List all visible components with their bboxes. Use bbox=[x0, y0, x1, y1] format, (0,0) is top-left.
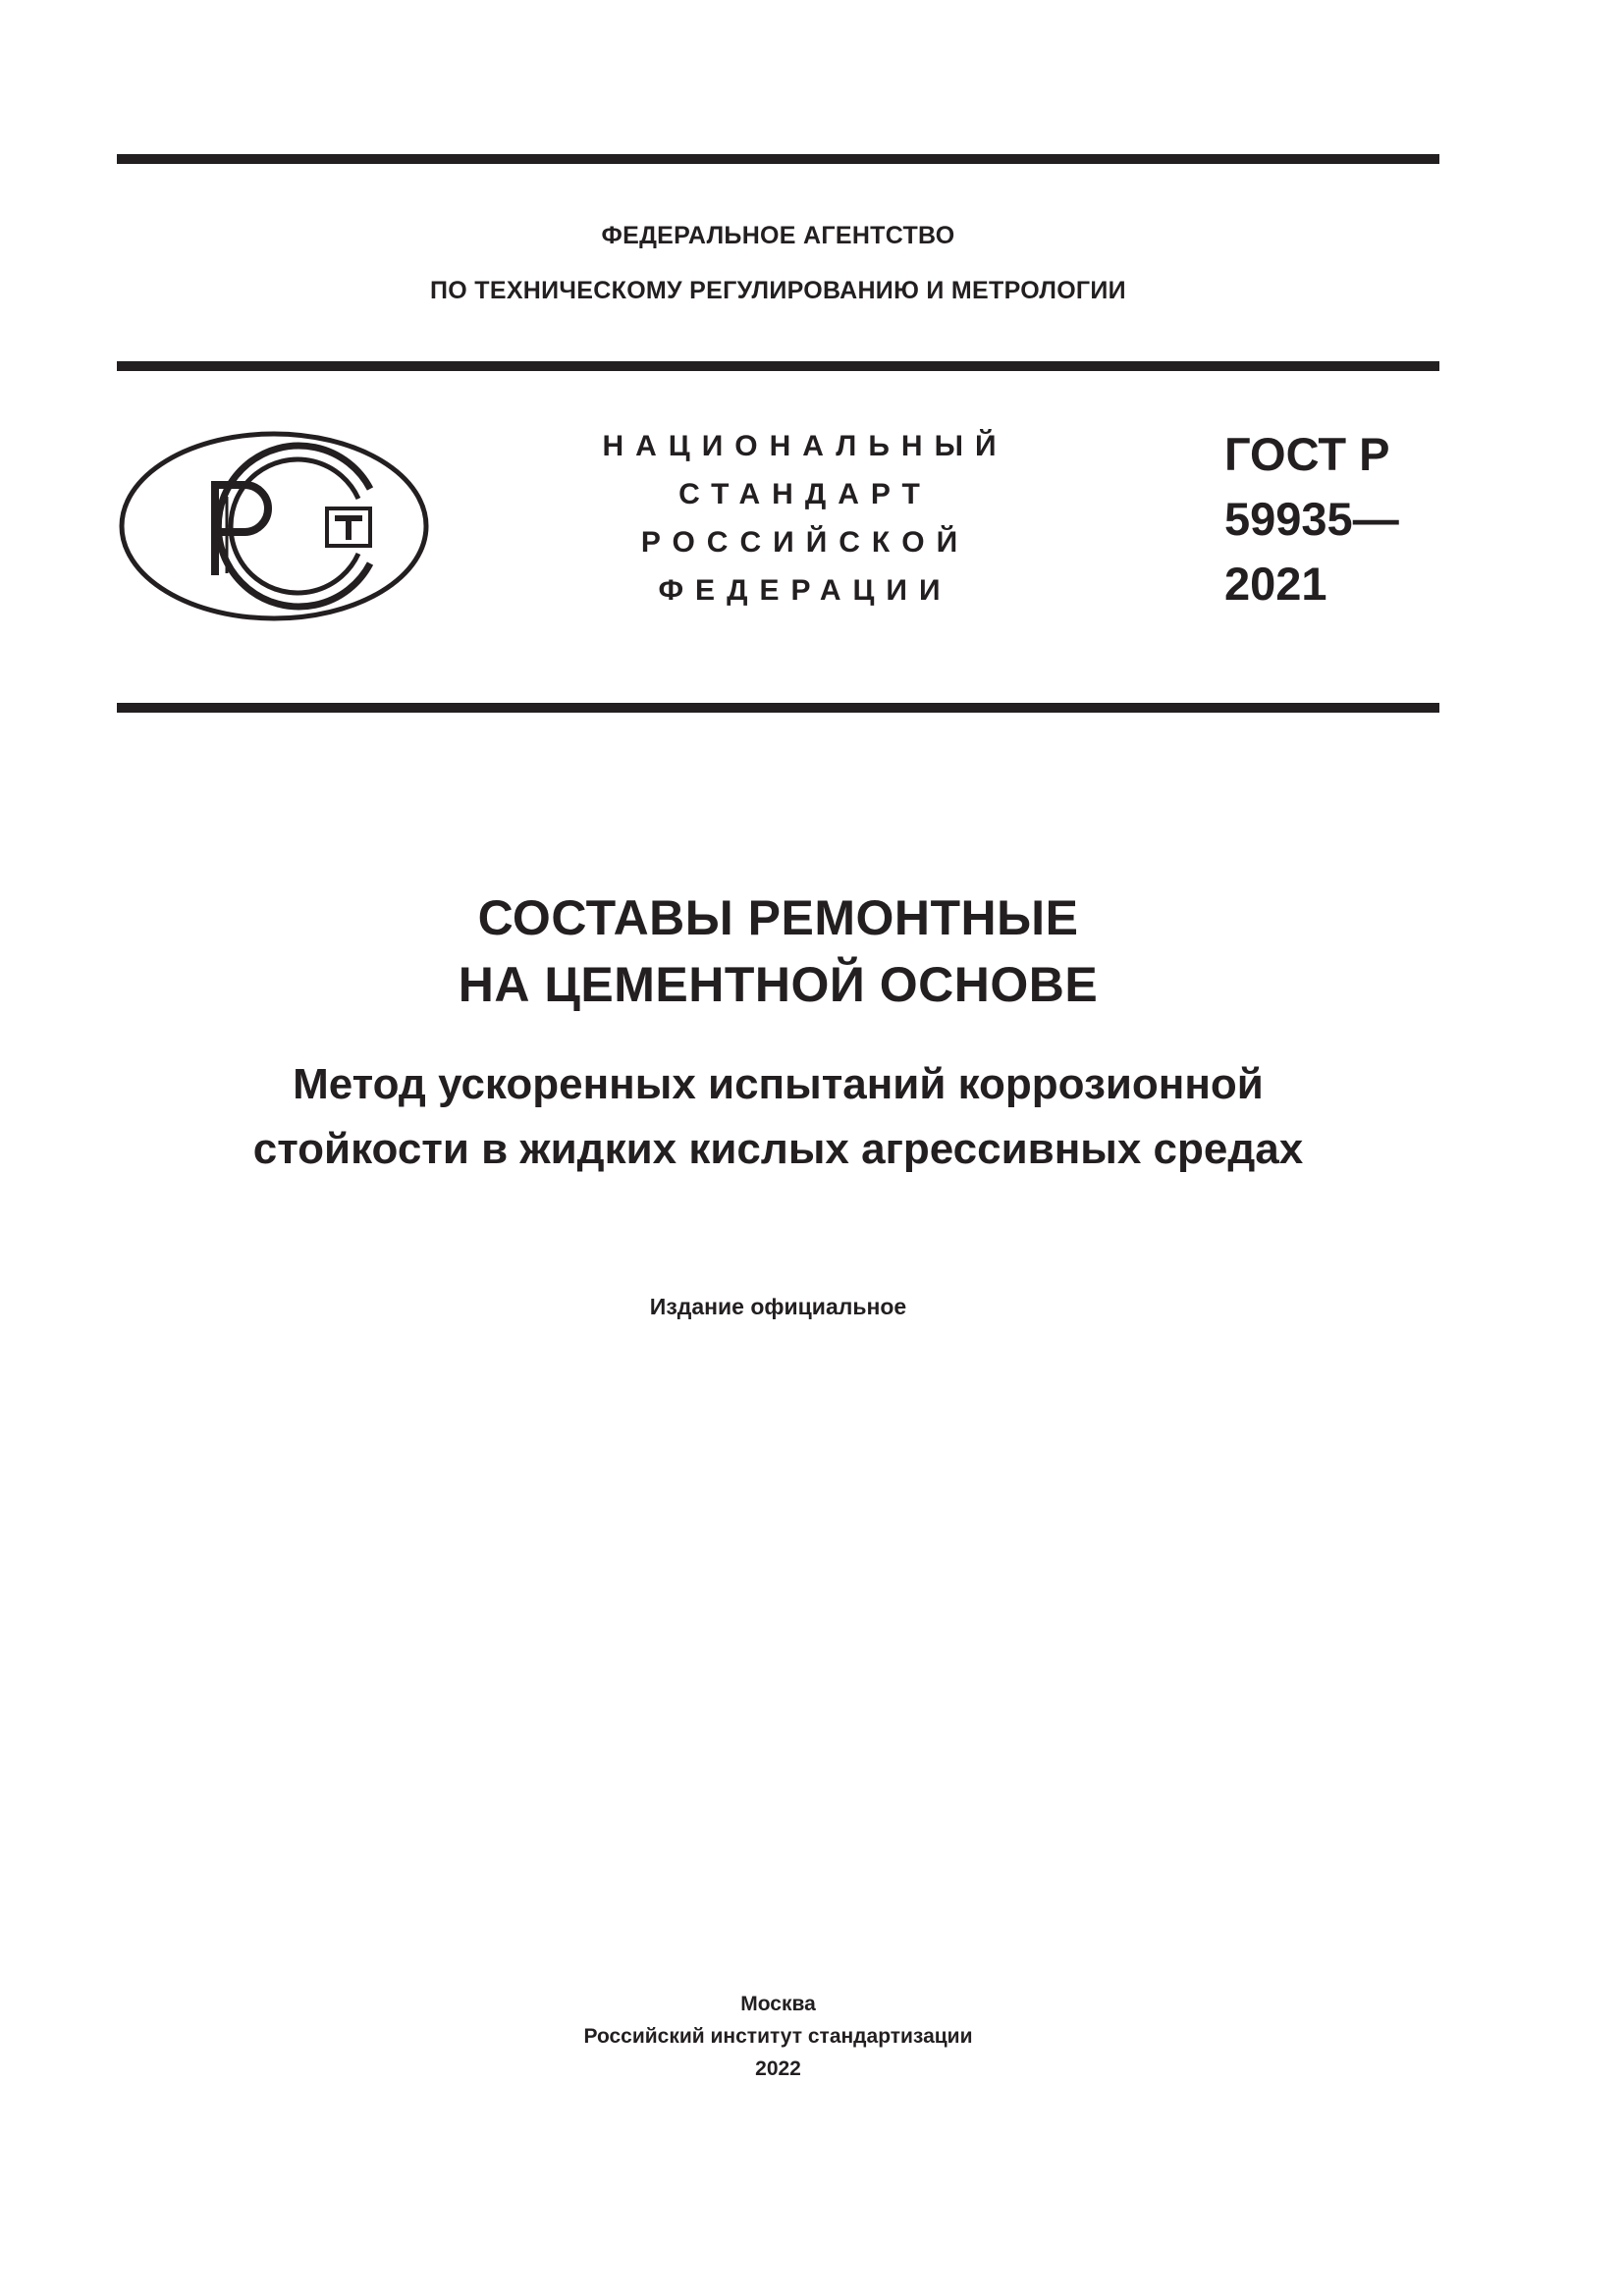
publisher-organization: Российский институт стандартизации bbox=[583, 2025, 973, 2048]
document-title-line-1: СОСТАВЫ РЕМОНТНЫЕ bbox=[477, 890, 1079, 945]
designation-line-1: ГОСТ Р bbox=[1224, 428, 1390, 480]
standard-designation bbox=[1224, 422, 1399, 616]
document-subtitle-line-2: стойкости в жидких кислых агрессивных средах bbox=[252, 1125, 1304, 1173]
publication-year: 2022 bbox=[755, 2057, 801, 2080]
top-rule bbox=[117, 154, 1439, 164]
standard-type-line-3: РОССИЙСКОЙ bbox=[640, 526, 970, 559]
rst-mark-icon bbox=[117, 428, 431, 624]
edition-note: Издание официальное bbox=[649, 1294, 907, 1319]
standard-type-line-1: НАЦИОНАЛЬНЫЙ bbox=[602, 430, 1008, 462]
document-title-line-2: НА ЦЕМЕНТНОЙ ОСНОВЕ bbox=[458, 957, 1099, 1012]
standard-type-line-4: ФЕДЕРАЦИИ bbox=[658, 574, 952, 607]
agency-name-line-2: ПО ТЕХНИЧЕСКОМУ РЕГУЛИРОВАНИЮ И МЕТРОЛОГИИ bbox=[430, 277, 1126, 304]
header-rule bbox=[117, 361, 1439, 371]
agency-name-line-1: ФЕДЕРАЛЬНОЕ АГЕНТСТВО bbox=[601, 222, 955, 249]
designation-line-2: 59935— bbox=[1224, 493, 1399, 545]
document-subtitle-line-1: Метод ускоренных испытаний коррозионной bbox=[293, 1060, 1264, 1108]
designation-line-3: 2021 bbox=[1224, 558, 1327, 610]
standard-type-line-2: СТАНДАРТ bbox=[678, 478, 932, 510]
standard-type-block bbox=[569, 422, 1041, 614]
section-rule bbox=[117, 703, 1439, 713]
publisher-city: Москва bbox=[740, 1993, 816, 2015]
